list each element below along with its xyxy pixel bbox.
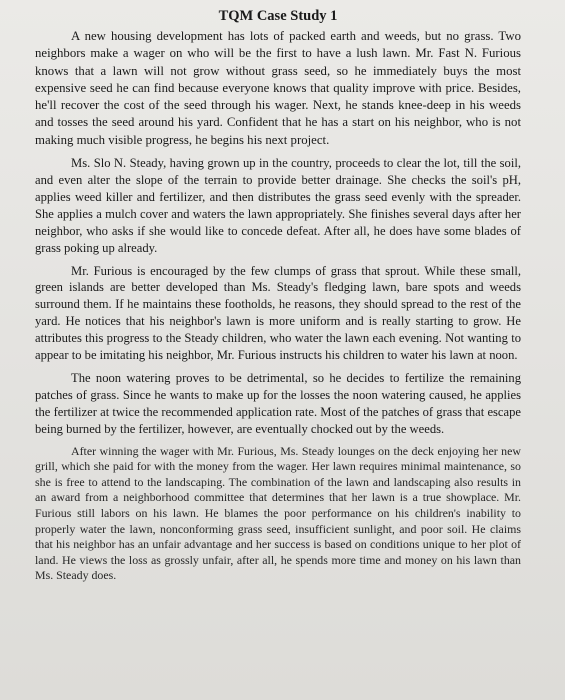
paragraph-3: Mr. Furious is encouraged by the few clumps of grass that sprout. While these small, green islands are better developed than Ms. Steady's fledging lawn, bare spots and weeds surround them. If he maintains these footholds, he reasons, they should spread to the rest of the yard. He notices that his neighbor's lawn is more uniform and is really starting to grow. He attributes this progress to the Steady children, who water the lawn each evening. Not wanting to appear to be imitating his neighbor, Mr. Furious instructs his children to water his lawn at noon. bbox=[35, 263, 521, 363]
paragraph-5: After winning the wager with Mr. Furious, Ms. Steady lounges on the deck enjoying her new grill, which she paid for with the money from the wager. Her lawn requires minimal maintenance, so she is free to attend to the landscaping. The combination of the lawn and landscaping also results in an award from a neighborhood committee that determines that her lawn is a true showplace. Mr. Furious still labors on his lawn. He blames the poor performance on his children's inability to properly water the lawn, nonconforming grass seed, insufficient sunlight, and poor soil. He claims that his neighbor has an unfair advantage and her success is based on conditions unique to her plot of land. He views the loss as grossly unfair, after all, he spends more time and money on his lawn than Ms. Steady does. bbox=[35, 443, 521, 583]
paragraph-2: Ms. Slo N. Steady, having grown up in the country, proceeds to clear the lot, till the soil, and even alter the slope of the terrain to provide better drainage. She checks the soil's pH, applies weed killer and fertilizer, and then distributes the grass seed evenly with the spreader. She applies a mulch cover and waters the lawn appropriately. She finishes several days after her neighbor, who asks if she would like to concede defeat. After all, he does have some blades of grass poking up already. bbox=[35, 156, 521, 255]
paragraph-1: A new housing development has lots of packed earth and weeds, but no grass. Two neighbors make a wager on who will be the first to have a lush lawn. Mr. Fast N. Furious knows that a lawn will not grow without grass seed, so he immediately buys the most expensive seed he can find because everyone knows that quality improve with price. Besides, he'll recover the cost of the seed through his wager. Next, he stands knee-deep in his weeds and tosses the seed around his yard. Confident that he has a start on his neighbor, who is not making much visible progress, he begins his next project. bbox=[35, 29, 521, 147]
paragraph-4: The noon watering proves to be detrimental, so he decides to fertilize the remaining patches of grass. Since he wants to make up for the losses the noon watering caused, he applies the fertilizer at twice the recommended application rate. Most of the patches of grass that escape being burned by the fertilizer, however, are eventually chocked out by the weeds. bbox=[35, 370, 521, 436]
document-title: TQM Case Study 1 bbox=[218, 8, 338, 24]
